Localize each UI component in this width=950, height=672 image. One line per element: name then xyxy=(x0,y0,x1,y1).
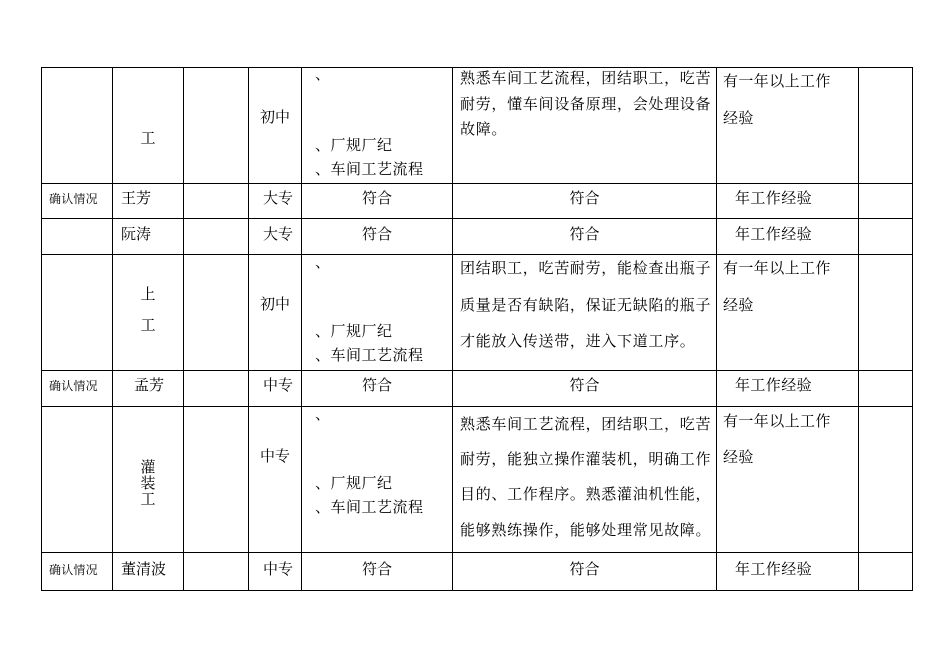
requirements-cell xyxy=(453,68,717,184)
notes-cell xyxy=(859,553,913,591)
staffing-table xyxy=(41,67,913,591)
position-cell xyxy=(113,407,184,553)
requirements-cell xyxy=(453,219,717,255)
blank-cell xyxy=(184,553,249,591)
employee-name: 王芳 xyxy=(121,191,152,207)
training-line: 、 xyxy=(315,67,331,83)
name-cell xyxy=(113,553,184,591)
training-line: 、车间工艺流程 xyxy=(315,162,424,178)
blank-cell xyxy=(184,68,249,184)
training-cell xyxy=(302,407,453,553)
requirements-line: 熟悉车间工艺流程，团结职工，吃苦 xyxy=(460,417,712,433)
position-cell xyxy=(113,68,184,184)
requirements-cell xyxy=(453,553,717,591)
label-cell xyxy=(42,184,113,219)
education-text: 中专 xyxy=(259,449,290,465)
notes-cell xyxy=(859,219,913,255)
label-cell xyxy=(42,255,113,371)
experience-cell xyxy=(717,407,859,553)
table-row-job xyxy=(42,68,913,184)
name-cell xyxy=(113,184,184,219)
confirm-label: 确认情况 xyxy=(49,192,98,206)
training-check: 符合 xyxy=(361,562,392,578)
label-cell xyxy=(42,553,113,591)
requirements-line: 故障。 xyxy=(460,122,508,138)
education-text: 中专 xyxy=(263,378,294,394)
label-cell xyxy=(42,219,113,255)
position-char: 上 xyxy=(140,287,156,303)
notes-cell xyxy=(859,371,913,407)
position-cell xyxy=(113,255,184,371)
experience-text: 年工作经验 xyxy=(735,227,813,243)
experience-line: 经验 xyxy=(723,298,754,314)
education-text: 大专 xyxy=(263,227,294,243)
experience-cell xyxy=(717,553,859,591)
employee-name: 孟芳 xyxy=(134,378,165,394)
table-row-confirm xyxy=(42,371,913,407)
requirements-cell xyxy=(453,407,717,553)
experience-cell xyxy=(717,371,859,407)
name-cell xyxy=(113,219,184,255)
training-cell xyxy=(302,219,453,255)
requirements-line: 耐劳，能独立操作灌装机，明确工作 xyxy=(460,452,712,468)
position-char: 装 xyxy=(140,476,156,492)
training-line: 、厂规厂纪 xyxy=(315,476,393,492)
blank-cell xyxy=(184,407,249,553)
training-line: 、车间工艺流程 xyxy=(315,500,424,516)
experience-cell xyxy=(717,255,859,371)
employee-name: 董清波 xyxy=(121,562,167,578)
requirements-line: 才能放入传送带，进入下道工序。 xyxy=(460,334,696,350)
requirements-line: 能够熟练操作，能够处理常见故障。 xyxy=(460,523,712,539)
table-row-job xyxy=(42,407,913,553)
employee-name: 阮涛 xyxy=(121,227,152,243)
table-row-confirm xyxy=(42,184,913,219)
table-row-job xyxy=(42,255,913,371)
requirements-line: 熟悉车间工艺流程，团结职工，吃苦 xyxy=(460,71,712,87)
requirements-line: 目的、工作程序。熟悉灌油机性能， xyxy=(460,487,712,503)
requirements-check: 符合 xyxy=(569,227,600,243)
requirements-cell xyxy=(453,371,717,407)
education-text: 初中 xyxy=(259,110,290,126)
confirm-label: 确认情况 xyxy=(49,379,98,393)
label-cell xyxy=(42,371,113,407)
education-cell xyxy=(249,184,302,219)
education-cell xyxy=(249,553,302,591)
notes-cell xyxy=(859,255,913,371)
experience-line: 有一年以上工作 xyxy=(723,414,831,430)
position-char: 工 xyxy=(140,492,156,508)
label-cell xyxy=(42,68,113,184)
training-check: 符合 xyxy=(361,191,392,207)
training-cell xyxy=(302,68,453,184)
name-cell xyxy=(113,371,184,407)
requirements-cell xyxy=(453,255,717,371)
education-cell xyxy=(249,371,302,407)
requirements-check: 符合 xyxy=(569,191,600,207)
requirements-cell xyxy=(453,184,717,219)
requirements-line: 质量是否有缺陷，保证无缺陷的瓶子 xyxy=(460,298,712,314)
training-line: 、车间工艺流程 xyxy=(315,348,424,364)
experience-cell xyxy=(717,219,859,255)
requirements-line: 团结职工，吃苦耐劳，能检查出瓶子 xyxy=(460,261,712,277)
experience-line: 有一年以上工作 xyxy=(723,74,831,90)
training-cell xyxy=(302,184,453,219)
blank-cell xyxy=(184,219,249,255)
blank-cell xyxy=(184,371,249,407)
training-cell xyxy=(302,371,453,407)
training-line: 、 xyxy=(315,407,331,423)
position-char: 灌 xyxy=(140,460,156,476)
education-text: 中专 xyxy=(263,562,294,578)
training-line: 、厂规厂纪 xyxy=(315,324,393,340)
education-cell xyxy=(249,219,302,255)
training-check: 符合 xyxy=(361,378,392,394)
table-row-confirm xyxy=(42,219,913,255)
experience-line: 有一年以上工作 xyxy=(723,261,831,277)
experience-cell xyxy=(717,68,859,184)
confirm-label: 确认情况 xyxy=(49,563,98,577)
position-char: 工 xyxy=(140,318,156,334)
experience-text: 年工作经验 xyxy=(735,191,813,207)
experience-line: 经验 xyxy=(723,111,754,127)
experience-cell xyxy=(717,184,859,219)
label-cell xyxy=(42,407,113,553)
experience-line: 经验 xyxy=(723,450,754,466)
education-text: 大专 xyxy=(263,191,294,207)
requirements-check: 符合 xyxy=(569,562,600,578)
notes-cell xyxy=(859,68,913,184)
table-row-confirm xyxy=(42,553,913,591)
position-char: 工 xyxy=(140,131,156,147)
requirements-line: 耐劳，懂车间设备原理，会处理设备 xyxy=(460,97,712,113)
requirements-check: 符合 xyxy=(569,378,600,394)
training-line: 、厂规厂纪 xyxy=(315,138,393,154)
training-cell xyxy=(302,255,453,371)
education-cell xyxy=(249,407,302,553)
training-line: 、 xyxy=(315,255,331,271)
blank-cell xyxy=(184,184,249,219)
education-text: 初中 xyxy=(259,297,290,313)
notes-cell xyxy=(859,407,913,553)
training-cell xyxy=(302,553,453,591)
education-cell xyxy=(249,68,302,184)
blank-cell xyxy=(184,255,249,371)
notes-cell xyxy=(859,184,913,219)
education-cell xyxy=(249,255,302,371)
experience-text: 年工作经验 xyxy=(735,562,813,578)
experience-text: 年工作经验 xyxy=(735,378,813,394)
training-check: 符合 xyxy=(361,227,392,243)
